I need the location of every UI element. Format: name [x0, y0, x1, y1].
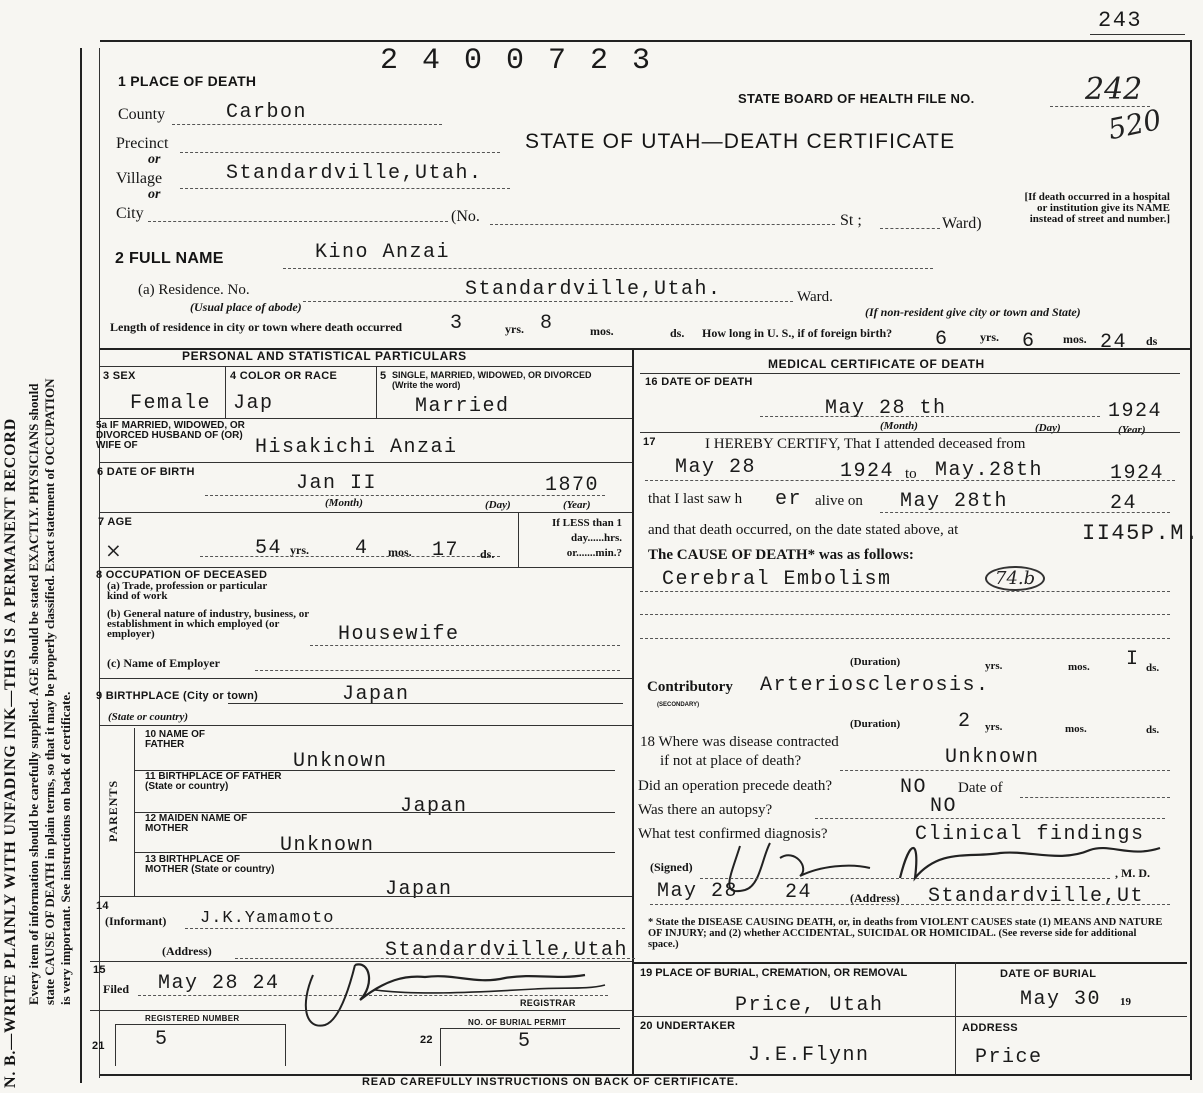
age-mark: × [105, 538, 122, 562]
cause-value: Cerebral Embolism [662, 568, 892, 591]
us-yrs-value: 6 [935, 328, 949, 351]
footer-instructions: READ CAREFULLY INSTRUCTIONS ON BACK OF CERTIFICATE. [362, 1076, 739, 1088]
length-mos-value: 8 [540, 312, 554, 335]
informant-label: (Informant) [105, 914, 167, 928]
filed-label: Filed [103, 982, 129, 996]
age-yrs-label: yrs. [290, 543, 309, 557]
date-of-death-bottom [640, 432, 1180, 433]
age-yrs-value: 54 [255, 537, 283, 560]
signed-address-value: Standardville,Ut [928, 885, 1145, 908]
length-of-residence-label: Length of residence in city or town where death occurred [110, 320, 403, 334]
dob-month-label: (Month) [325, 497, 363, 509]
age-ds-label: ds. [480, 547, 495, 561]
certificate-title: STATE OF UTAH—DEATH CERTIFICATE [525, 130, 956, 153]
certificate-number: 2 4 0 0 7 2 3 [380, 44, 654, 78]
father-birthplace-label: 11 BIRTHPLACE OF FATHER (State or country) [145, 771, 282, 792]
full-name-value: Kino Anzai [315, 241, 451, 264]
autopsy-value: NO [930, 795, 958, 818]
contracted-sub-label: if not at place of death? [660, 753, 802, 769]
place-of-death-label: 1 PLACE OF DEATH [118, 73, 257, 89]
color-divider [376, 366, 377, 418]
us-residence-label: How long in U. S., if of foreign birth? [702, 326, 893, 340]
informant-address-label: (Address) [162, 944, 212, 958]
father-birthplace-value: Japan [400, 795, 468, 818]
operation-value: NO [900, 776, 928, 799]
registered-number-top [115, 1024, 285, 1025]
full-name-line [283, 268, 933, 269]
city-ward-line [880, 228, 940, 229]
last-saw-pronoun: er [775, 488, 803, 511]
corner-underline [1090, 34, 1185, 35]
parents-bottom-line [100, 896, 632, 897]
contracted-label: 18 Where was disease contracted [640, 734, 839, 750]
duration-mos-label-2: mos. [1065, 723, 1087, 735]
village-value: Standardville,Utah. [226, 162, 483, 185]
dob-bottom-line [100, 512, 632, 513]
medical-header-line [640, 373, 1180, 374]
date-of-death-value: May 28 th [825, 397, 947, 420]
attended-to-year: 1924 [1110, 462, 1165, 485]
birthplace-value: Japan [342, 683, 410, 706]
us-mos-value: 6 [1022, 330, 1036, 353]
mother-birthplace-value: Japan [385, 878, 453, 901]
left-inner-line [99, 48, 100, 1078]
nonresident-note: (If non-resident give city or town and State) [865, 305, 1081, 319]
residence-ward-label: Ward. [797, 289, 833, 305]
spouse-value: Hisakichi Anzai [255, 436, 458, 459]
death-month-label: (Month) [880, 420, 918, 432]
dob-label: 6 DATE OF BIRTH [97, 466, 195, 478]
row3-line [100, 418, 632, 419]
date-of-death-label: 16 DATE OF DEATH [645, 376, 753, 388]
alive-on-label: alive on [815, 493, 863, 509]
contributory-label: Contributory [647, 679, 733, 695]
duration-yrs-label-1: yrs. [985, 660, 1003, 672]
duration-ds-label-2: ds. [1146, 724, 1160, 736]
sex-label: 3 SEX [103, 370, 136, 382]
spouse-label: 5a IF MARRIED, WIDOWED, OR DIVORCED HUSBAND OF (OR) WIFE OF [96, 420, 245, 451]
village-line [180, 188, 510, 189]
duration-mos-label-1: mos. [1068, 661, 1090, 673]
registered-number-label: REGISTERED NUMBER [145, 1014, 240, 1023]
side-note-permanent-record: N. B.—WRITE PLAINLY WITH UNFADING INK—THIS IS A PERMANENT RECORD [2, 417, 19, 1088]
attended-line [645, 480, 1175, 481]
informant-value: J.K.Yamamoto [200, 909, 335, 928]
father-value: Unknown [293, 750, 388, 773]
file-no-label: STATE BOARD OF HEALTH FILE NO. [738, 91, 975, 106]
personal-section-header: PERSONAL AND STATISTICAL PARTICULARS [182, 349, 467, 363]
full-name-label: 2 FULL NAME [115, 250, 224, 267]
burial-permit-num: 22 [420, 1034, 433, 1046]
employer-line [255, 670, 620, 671]
duration-ds-value: I [1126, 648, 1140, 671]
or-label-1: or [148, 152, 161, 167]
contracted-value: Unknown [945, 746, 1040, 769]
side-note-information: Every item of information should be carefully supplied. AGE should be stated EXACTLY. PHYSICIANS should [26, 383, 41, 1005]
cause-code: 74.b [985, 566, 1045, 591]
attended-from-value: May 28 [675, 456, 757, 479]
residence-value: Standardville,Utah. [465, 278, 722, 301]
duration-label-2: (Duration) [850, 718, 901, 730]
age-less-label: If LESS than 1 day......hrs. or.......min.? [551, 517, 622, 559]
undertaker-label: 20 UNDERTAKER [640, 1020, 736, 1032]
occupation-a-label: (a) Trade, profession or particular kind of work [107, 580, 268, 602]
medical-section-header: MEDICAL CERTIFICATE OF DEATH [768, 357, 985, 371]
age-bottom-line [100, 567, 632, 568]
city-st-label: St ; [840, 212, 862, 229]
employer-label: (c) Name of Employer [107, 656, 220, 670]
color-label: 4 COLOR OR RACE [230, 370, 338, 382]
permit-top [440, 1028, 620, 1029]
burial-place-value: Price, Utah [735, 994, 884, 1017]
cause-line-2 [640, 614, 1170, 615]
side-note-cause: state CAUSE OF DEATH in plain terms, so that it may be properly classified. Exact statement of OCCUPATION [42, 378, 57, 1005]
precinct-label: Precinct [116, 135, 169, 152]
contributory-sub-label: (SECONDARY) [657, 702, 700, 708]
signed-date-value: May 28 [657, 880, 739, 903]
mother-birthplace-label: 13 BIRTHPLACE OF MOTHER (State or country) [145, 854, 275, 875]
dob-day-label: (Day) [485, 499, 511, 511]
burial-date-label: DATE OF BURIAL [1000, 968, 1097, 980]
center-divider [632, 350, 634, 1075]
filed-bottom-line [90, 1010, 632, 1011]
undertaker-value: J.E.Flynn [748, 1044, 870, 1067]
age-ds-value: 17 [432, 539, 460, 562]
last-saw-label: that I last saw h [648, 491, 743, 507]
test-value: Clinical findings [915, 823, 1145, 846]
occupation-line [310, 645, 620, 646]
occupation-bottom-line [100, 678, 632, 679]
dob-month-day-value: Jan II [296, 472, 378, 495]
top-border-line [100, 40, 1190, 42]
time-of-death-value: II45P.M. [1082, 521, 1200, 546]
reg-box-left [115, 1024, 116, 1066]
last-saw-line [880, 512, 1170, 513]
cause-label: The CAUSE OF DEATH* was as follows: [648, 547, 914, 563]
burial-address-label: ADDRESS [962, 1022, 1018, 1034]
cause-line-3 [640, 638, 1170, 639]
hospital-note: [If death occurred in a hospital or institution give its NAME instead of street and number.] [1024, 191, 1170, 225]
county-line [172, 124, 442, 125]
county-label: County [118, 106, 166, 123]
informant-address-value: Standardville,Utah [385, 939, 629, 962]
contributory-duration-yrs: 2 [958, 710, 972, 733]
registered-number-num: 21 [92, 1040, 105, 1052]
right-border-line [1190, 40, 1192, 1080]
burial-permit-label: NO. OF BURIAL PERMIT [468, 1018, 567, 1027]
dob-year-value: 1870 [545, 474, 600, 497]
informant-num: 14 [96, 900, 109, 912]
age-mos-value: 4 [355, 537, 369, 560]
operation-label: Did an operation precede death? [638, 778, 833, 794]
registrar-label: REGISTRAR [520, 998, 576, 1008]
father-label: 10 NAME OF FATHER [145, 729, 206, 750]
dob-year-label: (Year) [563, 499, 591, 511]
date-of-death-year: 1924 [1108, 400, 1163, 423]
left-margin-line [80, 48, 82, 1083]
spouse-line [100, 462, 632, 463]
marital-value: Married [415, 395, 510, 418]
death-day-label: (Day) [1035, 422, 1061, 434]
operation-date-label: Date of [958, 780, 1003, 796]
duration-yrs-label-2: yrs. [985, 721, 1003, 733]
county-value: Carbon [226, 101, 308, 124]
us-ds-value: 24 [1100, 331, 1128, 354]
informant-line [185, 928, 625, 929]
occupation-label: 8 OCCUPATION OF DECEASED [96, 569, 268, 581]
duration-ds-label-1: ds. [1146, 662, 1160, 674]
birthplace-bottom-line [100, 725, 632, 726]
city-ward-label: Ward) [942, 215, 982, 232]
sex-divider [225, 366, 226, 418]
personal-header-line [100, 366, 632, 367]
certify-num: 17 [643, 436, 656, 448]
city-label: City [116, 205, 144, 222]
occupation-value: Housewife [338, 623, 460, 646]
contributory-value: Arteriosclerosis. [760, 674, 990, 697]
age-mos-label: mos. [388, 545, 412, 559]
length-ds-label: ds. [670, 326, 685, 340]
test-label: What test confirmed diagnosis? [638, 826, 828, 842]
attended-from-year: 1924 [840, 460, 895, 483]
signed-address-line [650, 904, 1170, 905]
death-year-label: (Year) [1118, 424, 1146, 436]
birthplace-label: 9 BIRTHPLACE (City or town) [96, 690, 259, 702]
burial-mid-line [632, 1016, 1187, 1017]
signed-line [700, 878, 1110, 879]
burial-date-value: May 30 [1020, 988, 1102, 1011]
file-no-value: 242 [1085, 72, 1143, 107]
age-less-divider [518, 512, 519, 567]
city-no-label: (No. [451, 208, 480, 225]
filed-value: May 28 24 [158, 972, 280, 995]
mother-value: Unknown [280, 834, 375, 857]
marital-label: SINGLE, MARRIED, WIDOWED, OR DIVORCED (Write the word) [392, 370, 592, 390]
city-no-line [490, 224, 835, 225]
cause-line-1 [640, 591, 1170, 592]
attended-to-label: to [905, 466, 917, 482]
birthplace-sub-label: (State or country) [108, 711, 189, 723]
city-line [148, 221, 448, 222]
mother-line [135, 852, 615, 853]
attended-to-value: May.28th [935, 459, 1044, 482]
parents-label: PARENTS [106, 779, 120, 842]
file-no-second: 520 [1105, 102, 1165, 147]
duration-label-1: (Duration) [850, 656, 901, 668]
length-mos-label: mos. [590, 324, 614, 338]
md-label: , M. D. [1115, 866, 1150, 880]
burial-place-label: 19 PLACE OF BURIAL, CREMATION, OR REMOVAL [640, 967, 908, 979]
sex-value: Female [130, 392, 212, 415]
residence-line [303, 301, 793, 302]
side-note-instructions: is very important. See instructions on back of certificate. [58, 691, 73, 1005]
residence-sub-label: (Usual place of abode) [190, 300, 302, 314]
permit-box-left [440, 1028, 441, 1066]
operation-line [1020, 797, 1170, 798]
medical-footnote: * State the DISEASE CAUSING DEATH, or, in deaths from VIOLENT CAUSES state (1) MEANS AND NATURE OF INJURY; and (2) whether ACCIDENTAL, SUICIDAL OR HOMICIDAL. (See reverse side for additional space.) [648, 917, 1163, 950]
precinct-line [180, 152, 500, 153]
contracted-line [840, 770, 1170, 771]
registrar-signature [295, 945, 615, 1035]
length-yrs-label: yrs. [505, 322, 524, 336]
us-ds-label: ds [1146, 334, 1158, 348]
signed-address-label: (Address) [850, 891, 900, 905]
registered-number-value: 5 [155, 1028, 169, 1051]
birthplace-line [228, 703, 623, 704]
reg-box-right [285, 1024, 286, 1066]
us-mos-label: mos. [1063, 332, 1087, 346]
burial-top-line [632, 962, 1187, 964]
autopsy-line [815, 818, 1165, 819]
residence-label: (a) Residence. No. [138, 282, 250, 298]
signed-date-year: 24 [785, 881, 813, 904]
occupation-b-label: (b) General nature of industry, business, or establishment in which employed (or employer) [107, 608, 309, 640]
occurred-label: and that death occurred, on the date stated above, at [648, 522, 959, 538]
or-label-2: or [148, 187, 161, 202]
mother-label: 12 MAIDEN NAME OF MOTHER [145, 813, 248, 834]
last-saw-year: 24 [1110, 492, 1138, 515]
village-label: Village [116, 170, 163, 187]
burial-date-divider [955, 962, 956, 1076]
filed-num: 15 [93, 964, 106, 976]
burial-address-value: Price [975, 1046, 1043, 1069]
certify-text: I HEREBY CERTIFY, That I attended deceased from [705, 436, 1026, 452]
color-value: Jap [233, 392, 274, 415]
last-saw-value: May 28th [900, 490, 1009, 513]
corner-number: 243 [1098, 8, 1143, 33]
burial-date-suffix: 19 [1120, 996, 1131, 1008]
marital-num: 5 [380, 370, 387, 382]
autopsy-label: Was there an autopsy? [638, 802, 773, 818]
age-label: 7 AGE [98, 516, 133, 528]
us-yrs-label: yrs. [980, 330, 999, 344]
signed-label: (Signed) [650, 860, 693, 874]
length-yrs-value: 3 [450, 312, 464, 335]
burial-permit-value: 5 [518, 1030, 532, 1053]
